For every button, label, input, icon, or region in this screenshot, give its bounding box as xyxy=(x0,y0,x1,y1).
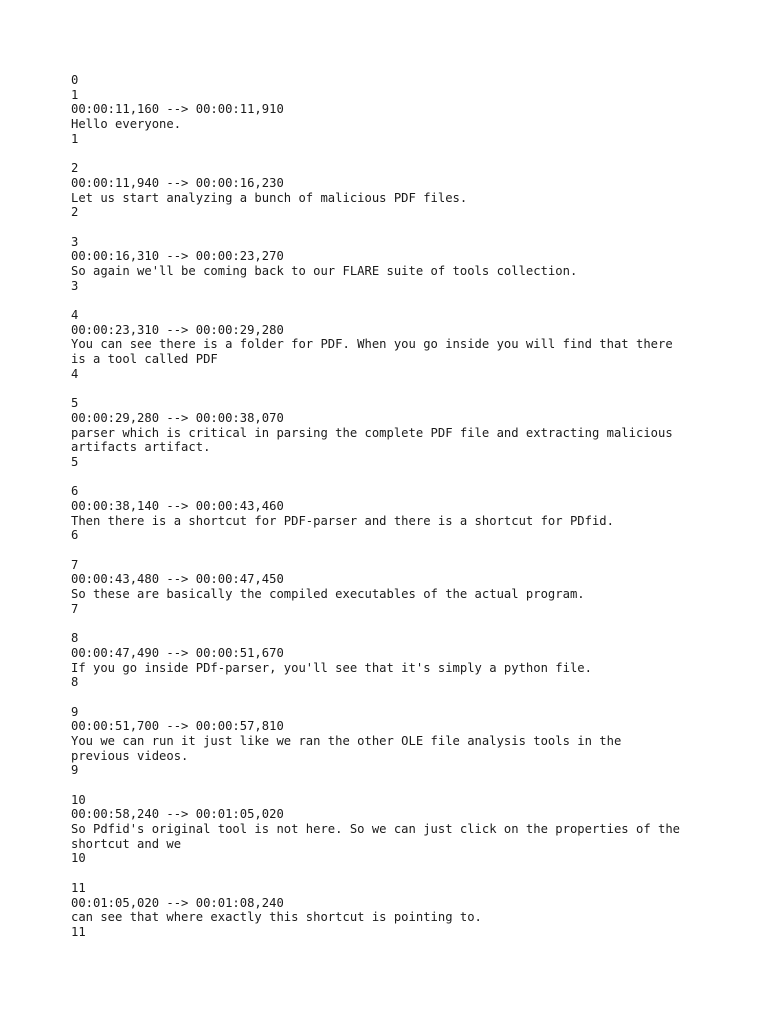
cue-timestamp: 00:00:47,490 --> 00:00:51,670 xyxy=(71,645,284,660)
cue-index: 10 xyxy=(71,792,86,807)
subtitle-cue xyxy=(71,88,721,147)
cue-trailer-index: 4 xyxy=(71,366,79,381)
cue-text-line: So these are basically the compiled executables of the actual program. xyxy=(71,587,585,602)
cue-trailer-index: 6 xyxy=(71,528,79,543)
subtitle-cue xyxy=(71,308,721,381)
cue-timestamp: 00:00:23,310 --> 00:00:29,280 xyxy=(71,322,284,337)
cue-text-line: parser which is critical in parsing the complete PDF file and extracting malicious xyxy=(71,425,673,440)
cue-index: 3 xyxy=(71,234,79,249)
cue-index: 7 xyxy=(71,557,79,572)
cue-index: 1 xyxy=(71,87,79,102)
subtitle-cue xyxy=(71,631,721,690)
cue-index: 9 xyxy=(71,704,79,719)
cue-trailer-index: 2 xyxy=(71,205,79,220)
subtitle-cue xyxy=(71,396,721,469)
cue-text-line: artifacts artifact. xyxy=(71,440,211,455)
cue-text-line: If you go inside PDf-parser, you'll see that it's simply a python file. xyxy=(71,660,592,675)
cue-trailer-index: 10 xyxy=(71,851,86,866)
cue-timestamp: 00:00:43,480 --> 00:00:47,450 xyxy=(71,572,284,587)
cue-index: 5 xyxy=(71,396,79,411)
cue-timestamp: 00:00:38,140 --> 00:00:43,460 xyxy=(71,498,284,513)
cue-text-line: You can see there is a folder for PDF. When you go inside you will find that there xyxy=(71,337,673,352)
subtitle-cue xyxy=(71,881,721,940)
cue-list xyxy=(71,88,721,940)
cue-trailer-index: 1 xyxy=(71,131,79,146)
cue-index: 11 xyxy=(71,880,86,895)
cue-text-line: So Pdfid's original tool is not here. So we can just click on the properties of the xyxy=(71,822,681,837)
cue-timestamp: 00:00:11,940 --> 00:00:16,230 xyxy=(71,175,284,190)
cue-trailer-index: 3 xyxy=(71,278,79,293)
subtitle-cue xyxy=(71,161,721,220)
cue-trailer-index: 11 xyxy=(71,924,86,939)
preamble-line: 0 xyxy=(71,73,79,87)
preamble xyxy=(71,73,721,88)
subtitle-document xyxy=(71,73,721,954)
cue-trailer-index: 7 xyxy=(71,601,79,616)
cue-index: 8 xyxy=(71,631,79,646)
cue-text-line: Let us start analyzing a bunch of malicious PDF files. xyxy=(71,190,468,205)
cue-timestamp: 00:00:16,310 --> 00:00:23,270 xyxy=(71,249,284,264)
cue-text-line: previous videos. xyxy=(71,748,189,763)
cue-text-line: You we can run it just like we ran the other OLE file analysis tools in the xyxy=(71,733,622,748)
cue-timestamp: 00:00:51,700 --> 00:00:57,810 xyxy=(71,719,284,734)
cue-text-line: can see that where exactly this shortcut is pointing to. xyxy=(71,910,482,925)
cue-index: 2 xyxy=(71,161,79,176)
cue-text-line: is a tool called PDF xyxy=(71,352,218,367)
cue-trailer-index: 8 xyxy=(71,675,79,690)
subtitle-cue xyxy=(71,705,721,778)
cue-timestamp: 00:00:29,280 --> 00:00:38,070 xyxy=(71,410,284,425)
cue-timestamp: 00:00:11,160 --> 00:00:11,910 xyxy=(71,102,284,117)
subtitle-cue xyxy=(71,235,721,294)
cue-timestamp: 00:00:58,240 --> 00:01:05,020 xyxy=(71,807,284,822)
cue-index: 6 xyxy=(71,484,79,499)
subtitle-cue xyxy=(71,558,721,617)
cue-text-line: Then there is a shortcut for PDF-parser and there is a shortcut for PDfid. xyxy=(71,513,614,528)
cue-timestamp: 00:01:05,020 --> 00:01:08,240 xyxy=(71,895,284,910)
cue-trailer-index: 9 xyxy=(71,763,79,778)
subtitle-cue xyxy=(71,484,721,543)
cue-text-line: shortcut and we xyxy=(71,836,182,851)
cue-trailer-index: 5 xyxy=(71,454,79,469)
cue-text-line: So again we'll be coming back to our FLARE suite of tools collection. xyxy=(71,263,578,278)
cue-index: 4 xyxy=(71,308,79,322)
cue-text-line: Hello everyone. xyxy=(71,117,182,132)
subtitle-cue xyxy=(71,793,721,866)
